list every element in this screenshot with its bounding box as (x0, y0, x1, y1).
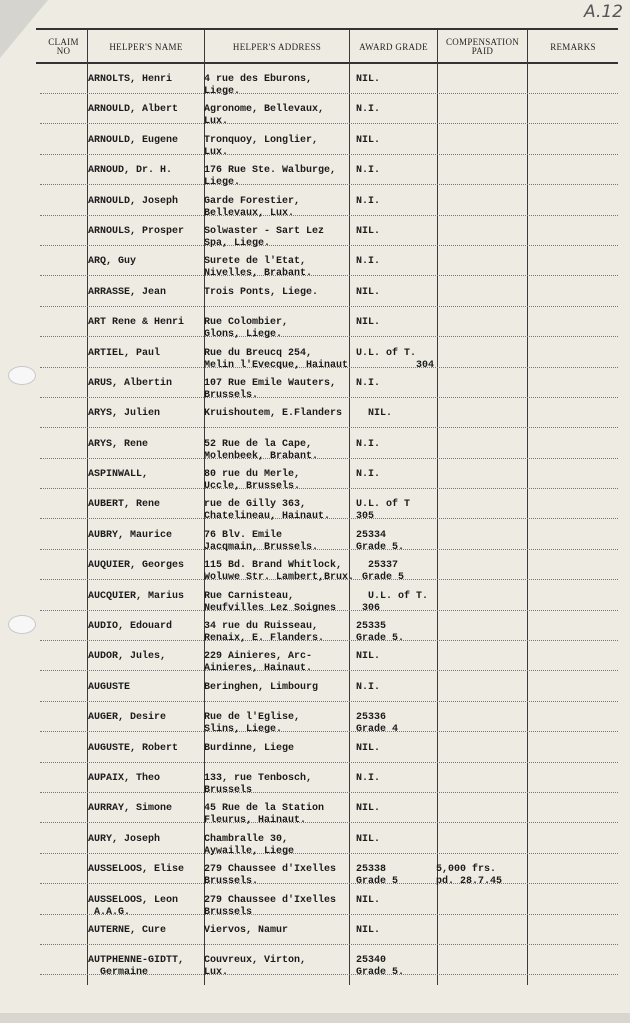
award-grade: 25334 Grade 5. (356, 529, 405, 553)
helper-address: 4 rue des Eburons, Liege. (204, 74, 313, 97)
helper-address: 107 Rue Emile Wauters, Brussels. (204, 377, 337, 401)
helper-name: AUTPHENNE-GIDTT, Germaine (88, 955, 185, 979)
table-row (40, 769, 618, 799)
helper-address: Solwaster - Sart Lez Spa, Liege. (204, 225, 325, 249)
helper-name: AURRAY, Simone (88, 803, 173, 815)
helper-name: AURY, Joseph (88, 833, 161, 845)
award-grade: NIL. (356, 924, 381, 936)
helper-address: 229 Ainieres, Arc- Ainieres, Hainaut. (204, 651, 313, 675)
helper-address: Couvreux, Virton, Lux. (204, 955, 307, 979)
table-row (40, 951, 618, 981)
award-grade: N.I. (356, 256, 381, 268)
header-rule (36, 62, 618, 64)
table-row (40, 556, 618, 586)
header-remarks: REMARKS (550, 41, 596, 52)
table-row (40, 617, 618, 647)
helper-name: ARNOULS, Prosper (88, 225, 185, 237)
award-grade: U.L. of T. 304 (356, 347, 435, 371)
helper-address: 133, rue Tenbosch, Brussels (204, 772, 313, 796)
table-row (40, 708, 618, 738)
table-row (40, 739, 618, 769)
helper-address: Tronquoy, Longlier, Lux. (204, 134, 319, 158)
helper-name: AUCQUIER, Marius (88, 590, 185, 602)
table-row (40, 678, 618, 708)
award-grade: NIL. (356, 286, 381, 298)
helper-name: AUSSELOOS, Elise (88, 864, 185, 876)
helper-address: 52 Rue de la Cape, Molenbeek, Brabant. (204, 438, 319, 462)
table-row (40, 252, 618, 282)
helper-address: 279 Chaussee d'Ixelles Brussels (204, 894, 337, 918)
table-row (40, 799, 618, 829)
award-grade: NIL. (356, 134, 381, 146)
helper-name: ARNOULD, Eugene (88, 134, 179, 146)
award-grade: NIL. (356, 317, 381, 329)
award-grade: 25337 Grade 5 (362, 560, 405, 584)
helper-address: rue de Gilly 363, Chatelineau, Hainaut. (204, 499, 331, 523)
helper-name: AUGUSTE, Robert (88, 742, 179, 754)
dotted-rule (40, 306, 618, 307)
table-row (40, 192, 618, 222)
compensation-paid: 5,000 frs. pd. 28.7.45 (436, 864, 503, 888)
table-row (40, 647, 618, 677)
table-row (40, 344, 618, 374)
award-grade: N.I. (356, 438, 381, 450)
award-grade: N.I. (356, 104, 381, 116)
helper-address: Rue de l'Eglise, Slins, Liege. (204, 712, 301, 736)
table-row (40, 587, 618, 617)
helper-address: 176 Rue Ste. Walburge, Liege. (204, 165, 337, 189)
header-claim: CLAIM NO (48, 37, 79, 56)
helper-name: ARNOULD, Albert (88, 104, 179, 116)
helper-name: ARNOLTS, Henri (88, 74, 173, 85)
helper-address: Rue du Breucq 254, Melin l'Evecque, Hainaut (204, 347, 349, 371)
table-row (40, 222, 618, 252)
award-grade: NIL. (356, 408, 393, 420)
punch-hole (8, 366, 36, 385)
helper-address: 45 Rue de la Station Fleurus, Hainaut. (204, 803, 325, 827)
helper-address: Rue Carnisteau, Neufvilles Lez Soignes (204, 590, 337, 614)
helper-name: AUPAIX, Theo (88, 772, 161, 784)
ledger-rows (40, 70, 618, 982)
award-grade: 25335 Grade 5. (356, 621, 405, 645)
table-row (40, 526, 618, 556)
table-row (40, 860, 618, 890)
helper-name: ARYS, Julien (88, 408, 161, 420)
award-grade: 25338 Grade 5 (356, 864, 399, 888)
helper-address: Garde Forestier, Bellevaux, Lux. (204, 195, 301, 219)
helper-name: AUQUIER, Georges (88, 560, 185, 572)
helper-address: Beringhen, Limbourg (204, 681, 319, 693)
dotted-rule (40, 762, 618, 763)
award-grade: N.I. (356, 377, 381, 389)
helper-name: ASPINWALL, (88, 469, 149, 481)
dotted-rule (40, 944, 618, 945)
table-row (40, 830, 618, 860)
helper-name: ARTIEL, Paul (88, 347, 161, 359)
helper-address: 115 Bd. Brand Whitlock, Woluwe Str. Lambert,Brux. (204, 560, 355, 584)
dotted-rule (40, 427, 618, 428)
helper-address: 76 Blv. Emile Jacqmain, Brussels. (204, 529, 319, 553)
dotted-rule (40, 701, 618, 702)
helper-address: Trois Ponts, Liege. (204, 286, 319, 298)
award-grade: NIL. (356, 803, 381, 815)
award-grade: NIL. (356, 74, 381, 85)
award-grade: N.I. (356, 195, 381, 207)
award-grade: U.L. of T. 306 (362, 590, 429, 614)
helper-name: ARQ, Guy (88, 256, 137, 268)
helper-name: AUDOR, Jules, (88, 651, 167, 663)
award-grade: NIL. (356, 651, 381, 663)
table-row (40, 495, 618, 525)
helper-address: Burdinne, Liege (204, 742, 295, 754)
header-helper-address: HELPER'S ADDRESS (232, 41, 322, 52)
table-row (40, 921, 618, 951)
award-grade: 25340 Grade 5. (356, 955, 405, 979)
table-row (40, 404, 618, 434)
award-grade: 25336 Grade 4 (356, 712, 399, 736)
award-grade: N.I. (356, 681, 381, 693)
award-grade: NIL. (356, 225, 381, 237)
helper-name: AUDIO, Edouard (88, 621, 173, 633)
award-grade: U.L. of T 305 (356, 499, 411, 523)
helper-address: Surete de l'Etat, Nivelles, Brabant. (204, 256, 313, 280)
table-row (40, 283, 618, 313)
helper-name: AUGUSTE (88, 681, 131, 693)
award-grade: N.I. (356, 772, 381, 784)
helper-address: Viervos, Namur (204, 924, 289, 936)
helper-address: Kruishoutem, E.Flanders (204, 408, 343, 420)
award-grade: N.I. (356, 469, 381, 481)
helper-name: ARYS, Rene (88, 438, 149, 450)
table-row (40, 465, 618, 495)
page-number: A.12 (584, 2, 623, 22)
header-compensation-paid: COMPENSATION PAID (445, 37, 520, 56)
helper-address: 80 rue du Merle, Uccle, Brussels. (204, 469, 301, 493)
table-row (40, 161, 618, 191)
helper-name: ART Rene & Henri (88, 317, 185, 329)
table-row (40, 313, 618, 343)
award-grade: NIL. (356, 742, 381, 754)
helper-name: AUBERT, Rene (88, 499, 161, 511)
table-row (40, 374, 618, 404)
helper-address: 34 rue du Ruisseau, Renaix, E. Flanders. (204, 621, 325, 645)
helper-name: ARUS, Albertin (88, 377, 173, 389)
helper-address: Agronome, Bellevaux, Lux. (204, 104, 325, 128)
helper-name: ARRASSE, Jean (88, 286, 167, 298)
header-award-grade: AWARD GRADE (359, 41, 428, 52)
award-grade: N.I. (356, 165, 381, 177)
table-row (40, 100, 618, 130)
top-rule (36, 28, 618, 30)
punch-hole (8, 615, 36, 634)
award-grade: NIL. (356, 833, 381, 845)
helper-name: AUGER, Desire (88, 712, 167, 724)
helper-name: AUSSELOOS, Leon A.A.G. (88, 894, 179, 918)
helper-name: AUTERNE, Cure (88, 924, 167, 936)
helper-address: Rue Colombier, Glons, Liege. (204, 317, 289, 341)
table-row (40, 131, 618, 161)
helper-address: 279 Chaussee d'Ixelles Brussels. (204, 864, 337, 888)
helper-name: ARNOULD, Joseph (88, 195, 179, 207)
table-row (40, 70, 618, 100)
header-helper-name: HELPER'S NAME (109, 41, 183, 52)
helper-name: AUBRY, Maurice (88, 529, 173, 541)
helper-address: Chambralle 30, Aywaille, Liege (204, 833, 295, 857)
table-row (40, 435, 618, 465)
helper-name: ARNOUD, Dr. H. (88, 165, 173, 177)
award-grade: NIL. (356, 894, 381, 906)
table-row (40, 891, 618, 921)
